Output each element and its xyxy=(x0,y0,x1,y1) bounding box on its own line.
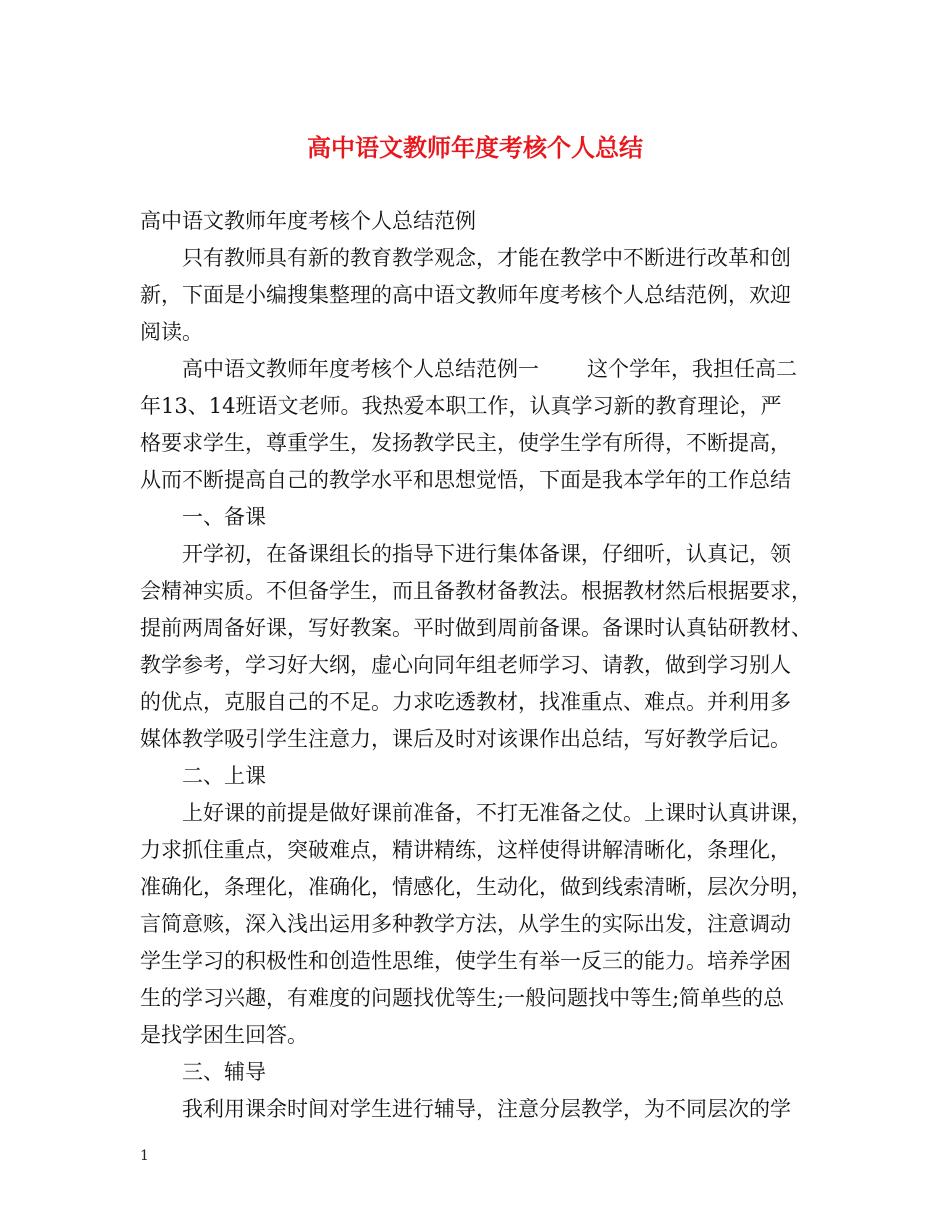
paragraph-line: 学生学习的积极性和创造性思维，使学生有举一反三的能力。培养学困 xyxy=(140,949,791,973)
paragraph-line: 是找学困生回答。 xyxy=(140,1023,308,1047)
paragraph-line: 会精神实质。不但备学生，而且备教材备教法。根据教材然后根据要求， xyxy=(140,579,812,603)
paragraph-line: 教学参考，学习好大纲，虚心向同年组老师学习、请教，做到学习别人 xyxy=(140,653,791,677)
document-body xyxy=(140,203,830,1128)
paragraph-line: 开学初，在备课组长的指导下进行集体备课，仔细听，认真记，领 xyxy=(182,542,791,566)
document-title: 高中语文教师年度考核个人总结 xyxy=(307,133,643,162)
paragraph-line: 年13、14班语文老师。我热爱本职工作，认真学习新的教育理论，严 xyxy=(140,394,782,418)
paragraph-line: 格要求学生，尊重学生，发扬教学民主，使学生学有所得，不断提高， xyxy=(140,431,791,455)
paragraph-line: 准确化，条理化，准确化，情感化，生动化，做到线索清晰，层次分明， xyxy=(140,875,812,899)
paragraph-line: 提前两周备好课，写好教案。平时做到周前备课。备课时认真钻研教材、 xyxy=(140,616,812,640)
paragraph-line: 新，下面是小编搜集整理的高中语文教师年度考核个人总结范例，欢迎 xyxy=(140,283,791,307)
section-heading: 二、上课 xyxy=(182,764,266,788)
paragraph-line: 阅读。 xyxy=(140,320,203,344)
section-heading: 三、辅导 xyxy=(182,1060,266,1084)
paragraph-line: 媒体教学吸引学生注意力，课后及时对该课作出总结，写好教学后记。 xyxy=(140,727,791,751)
paragraph-line: 生的学习兴趣，有难度的问题找优等生;一般问题找中等生;简单些的总 xyxy=(140,986,785,1010)
page-number: 1 xyxy=(140,1148,149,1164)
paragraph-line: 言简意赅，深入浅出运用多种教学方法，从学生的实际出发，注意调动 xyxy=(140,912,791,936)
paragraph-line: 只有教师具有新的教育教学观念，才能在教学中不断进行改革和创 xyxy=(182,246,791,270)
paragraph-line: 我利用课余时间对学生进行辅导，注意分层教学，为不同层次的学 xyxy=(182,1097,791,1121)
paragraph-text: 这个学年，我担任高二 xyxy=(587,357,797,381)
paragraph-line xyxy=(140,351,830,388)
example-heading: 高中语文教师年度考核个人总结范例一 xyxy=(182,357,539,381)
paragraph-line: 上好课的前提是做好课前准备，不打无准备之仗。上课时认真讲课， xyxy=(182,801,812,825)
section-heading: 一、备课 xyxy=(182,505,266,529)
paragraph-line: 的优点，克服自己的不足。力求吃透教材，找准重点、难点。并利用多 xyxy=(140,690,791,714)
paragraph-line: 力求抓住重点，突破难点，精讲精练，这样使得讲解清晰化，条理化， xyxy=(140,838,791,862)
paragraph-line: 从而不断提高自己的教学水平和思想觉悟，下面是我本学年的工作总结 xyxy=(140,468,791,492)
subtitle-line: 高中语文教师年度考核个人总结范例 xyxy=(140,209,476,233)
